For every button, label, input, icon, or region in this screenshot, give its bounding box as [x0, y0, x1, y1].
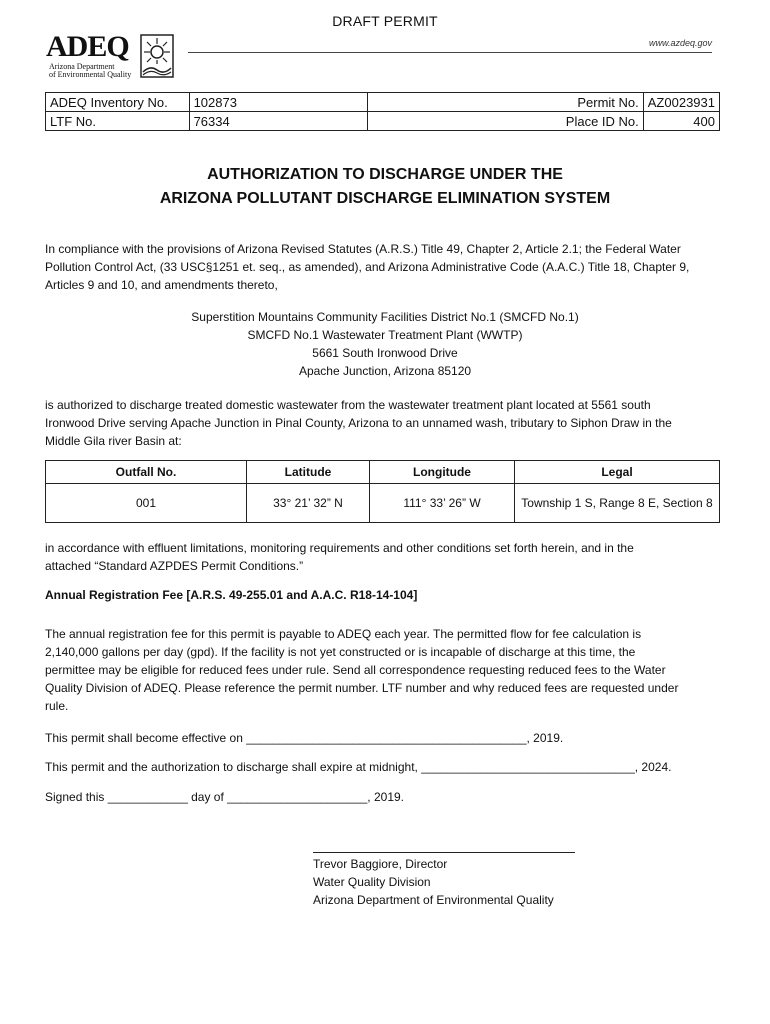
website-link[interactable]: www.azdeq.gov [648, 38, 712, 48]
inventory-label: ADEQ Inventory No. [46, 93, 190, 112]
authorized-line: is authorized to discharge treated domestic wastewater from the wastewater treatment plant located at 5561 south [45, 398, 651, 412]
fee-line: permittee may be eligible for reduced fees under rule. Send all correspondence requesting reduced fees to the Water [45, 663, 666, 677]
intro-paragraph [45, 240, 725, 294]
signatory-division: Water Quality Division [313, 875, 431, 889]
signed-date-line: Signed this ____________ day of _____________________, 2019. [45, 790, 404, 804]
header-outfall: Outfall No. [46, 461, 247, 484]
facility-city: Apache Junction, Arizona 85120 [298, 364, 472, 378]
logo-line-2: of Environmental Quality [49, 70, 132, 79]
expire-date-line: This permit and the authorization to discharge shall expire at midnight, ________________________________, 2024. [45, 760, 672, 774]
ltf-value: 76334 [189, 112, 367, 131]
outfall-number: 001 [46, 484, 247, 523]
fee-paragraph [45, 625, 725, 715]
facility-plant: SMCFD No.1 Wastewater Treatment Plant (WWTP) [247, 328, 523, 342]
signatory-department: Arizona Department of Environmental Quality [313, 893, 554, 907]
longitude-value: 111° 33’ 26” W [370, 484, 515, 523]
header-longitude: Longitude [370, 461, 515, 484]
intro-line: In compliance with the provisions of Arizona Revised Statutes (A.R.S.) Title 49, Chapter 2, Article 2.1; the Federal Water [45, 242, 681, 256]
logo-line-1: Arizona Department [49, 62, 115, 71]
authorized-paragraph [45, 396, 725, 450]
accordance-paragraph [45, 539, 725, 575]
table-row [46, 93, 720, 112]
intro-line: Pollution Control Act, (33 USC§1251 et. seq., as amended), and Arizona Administrative Code (A.A.C.) Title 18, Chapter 9, [45, 260, 690, 274]
legal-value: Township 1 S, Range 8 E, Section 8 [515, 484, 720, 523]
header-latitude: Latitude [247, 461, 370, 484]
inventory-value: 102873 [189, 93, 367, 112]
fee-heading: Annual Registration Fee [A.R.S. 49-255.01 and A.A.C. R18-14-104] [45, 588, 418, 602]
signature-block [313, 852, 575, 909]
draft-permit-label: DRAFT PERMIT [332, 13, 438, 29]
latitude-value: 33° 21’ 32” N [247, 484, 370, 523]
effective-date-line: This permit shall become effective on __________________________________________, 2019. [45, 731, 564, 745]
facility-name: Superstition Mountains Community Facilities District No.1 (SMCFD No.1) [191, 310, 579, 324]
table-row [46, 484, 720, 523]
sun-emblem-icon [140, 34, 174, 78]
outfall-table [45, 460, 720, 523]
authorized-line: Middle Gila river Basin at: [45, 434, 182, 448]
permit-label: Permit No. [367, 93, 643, 112]
header-legal: Legal [515, 461, 720, 484]
fee-line: The annual registration fee for this permit is payable to ADEQ each year. The permitted flow for fee calculation is [45, 627, 642, 641]
logo-wordmark: ADEQ [46, 30, 129, 63]
fee-line: rule. [45, 699, 69, 713]
authorized-line: Ironwood Drive serving Apache Junction in Pinal County, Arizona to an unnamed wash, tributary to Siphon Draw in the [45, 416, 672, 430]
accordance-line: attached “Standard AZPDES Permit Conditions.” [45, 559, 304, 573]
permit-info-table [45, 92, 720, 131]
signatory-name: Trevor Baggiore, Director [313, 857, 448, 871]
fee-line: Quality Division of ADEQ. Please reference the permit number. LTF number and why reduced fees are requested under [45, 681, 679, 695]
title-line-1: AUTHORIZATION TO DISCHARGE UNDER THE [207, 166, 563, 183]
place-value: 400 [643, 112, 719, 131]
accordance-line: in accordance with effluent limitations, monitoring requirements and other conditions set forth herein, and in the [45, 541, 634, 555]
permit-value: AZ0023931 [643, 93, 719, 112]
fee-line: 2,140,000 gallons per day (gpd). If the facility is not yet constructed or is incapable of discharge at this time, the [45, 645, 636, 659]
ltf-label: LTF No. [46, 112, 190, 131]
table-header-row [46, 461, 720, 484]
adeq-logo [46, 32, 176, 80]
document-title [0, 163, 770, 211]
signature-line [313, 852, 575, 853]
table-row [46, 112, 720, 131]
facility-address [0, 308, 770, 380]
intro-line: Articles 9 and 10, and amendments thereto, [45, 278, 278, 292]
facility-street: 5661 South Ironwood Drive [312, 346, 458, 360]
place-label: Place ID No. [367, 112, 643, 131]
title-line-2: ARIZONA POLLUTANT DISCHARGE ELIMINATION SYSTEM [159, 190, 611, 207]
header-divider [188, 52, 712, 53]
